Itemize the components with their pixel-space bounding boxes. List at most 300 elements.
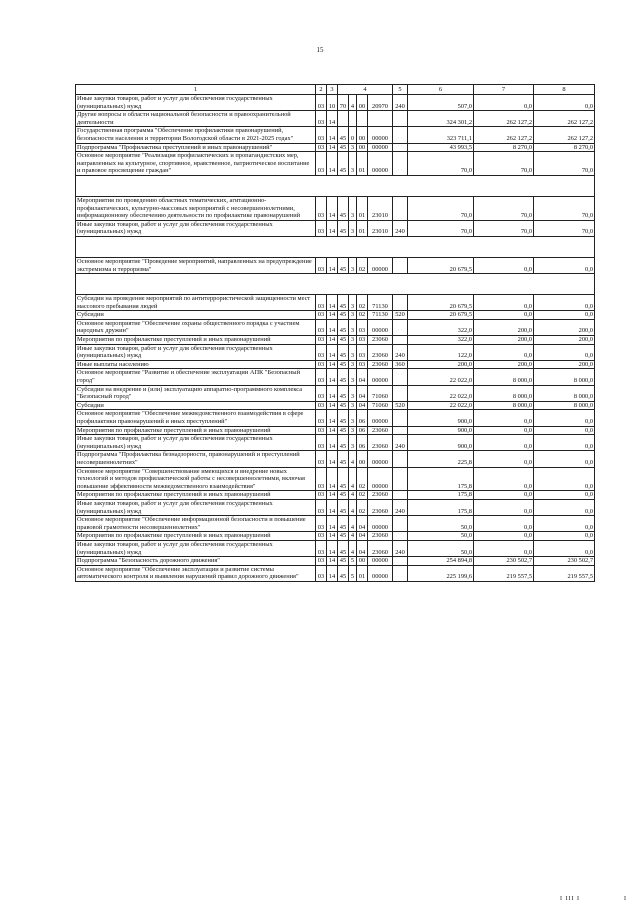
code-direction: 71130 xyxy=(368,311,393,320)
code-section: 03 xyxy=(316,127,327,143)
code-expense-type xyxy=(393,385,408,401)
code-subsection: 14 xyxy=(327,467,338,491)
code-subsection: 14 xyxy=(327,401,338,410)
code-section: 03 xyxy=(316,319,327,335)
table-row xyxy=(76,369,595,385)
table-row xyxy=(76,257,595,273)
value-2023: 322,0 xyxy=(408,336,474,345)
code-event: 03 xyxy=(357,319,368,335)
value-2025: 70,0 xyxy=(534,196,595,220)
value-2025: 0,0 xyxy=(534,540,595,556)
code-program: 45 xyxy=(338,565,349,581)
code-program: 45 xyxy=(338,426,349,435)
header-cell-7: 7 xyxy=(474,85,534,95)
code-event: 04 xyxy=(357,532,368,541)
code-subprogram: 5 xyxy=(349,557,357,566)
code-section: 03 xyxy=(316,344,327,360)
code-subprogram: 4 xyxy=(349,467,357,491)
code-subprogram: 4 xyxy=(349,451,357,467)
code-program: 45 xyxy=(338,467,349,491)
table-row xyxy=(76,401,595,410)
code-program: 45 xyxy=(338,401,349,410)
row-name: Иные закупки товаров, работ и услуг для обеспечения государственных (муниципальных) нужд xyxy=(76,499,316,515)
code-subprogram: 4 xyxy=(349,532,357,541)
code-program: 45 xyxy=(338,311,349,320)
table-row xyxy=(76,220,595,236)
code-subprogram: 3 xyxy=(349,336,357,345)
header-cell-8: 8 xyxy=(534,85,595,95)
value-2024: 0,0 xyxy=(474,95,534,111)
row-name: Основное мероприятие "Проведение мероприятий, направленных на предупреждение экстремизма и терроризма" xyxy=(76,257,316,273)
code-expense-type xyxy=(393,565,408,581)
code-subsection: 14 xyxy=(327,336,338,345)
code-subsection: 14 xyxy=(327,143,338,152)
table-row xyxy=(76,311,595,320)
table-row xyxy=(76,532,595,541)
table-row xyxy=(76,451,595,467)
code-subprogram: 3 xyxy=(349,319,357,335)
table-row xyxy=(76,152,595,176)
code-program: 45 xyxy=(338,257,349,273)
code-subprogram: 0 xyxy=(349,127,357,143)
code-direction: 23060 xyxy=(368,491,393,500)
code-program: 45 xyxy=(338,143,349,152)
row-name: Иные выплаты населению xyxy=(76,360,316,369)
code-subsection: 14 xyxy=(327,435,338,451)
code-program: 45 xyxy=(338,557,349,566)
code-subprogram: 3 xyxy=(349,295,357,311)
code-section: 03 xyxy=(316,426,327,435)
value-2025: 0,0 xyxy=(534,95,595,111)
code-subprogram: 4 xyxy=(349,540,357,556)
code-subsection: 14 xyxy=(327,257,338,273)
code-section: 03 xyxy=(316,540,327,556)
code-program: 45 xyxy=(338,435,349,451)
value-2024: 0,0 xyxy=(474,426,534,435)
row-name: Иные закупки товаров, работ и услуг для обеспечения государственных (муниципальных) нужд xyxy=(76,220,316,236)
code-subprogram: 5 xyxy=(349,565,357,581)
row-name: Основное мероприятие "Обеспечение охраны общественного порядка с участием народных дружин" xyxy=(76,319,316,335)
row-name: Мероприятия по профилактике преступлений и иных правонарушений xyxy=(76,426,316,435)
table-row xyxy=(76,426,595,435)
code-expense-type: 360 xyxy=(393,360,408,369)
value-2023: 22 022,0 xyxy=(408,385,474,401)
value-2023: 50,0 xyxy=(408,532,474,541)
value-2023: 20 679,5 xyxy=(408,257,474,273)
table-body xyxy=(76,95,595,582)
code-subsection: 14 xyxy=(327,311,338,320)
code-direction: 23060 xyxy=(368,360,393,369)
code-subsection: 14 xyxy=(327,220,338,236)
code-event: 00 xyxy=(357,143,368,152)
budget-table xyxy=(75,84,595,582)
code-subprogram: 3 xyxy=(349,196,357,220)
value-2025: 200,0 xyxy=(534,336,595,345)
value-2025: 0,0 xyxy=(534,451,595,467)
code-section: 03 xyxy=(316,385,327,401)
spacer-row xyxy=(76,175,595,196)
value-2025: 70,0 xyxy=(534,152,595,176)
code-direction: 00000 xyxy=(368,410,393,426)
code-event: 06 xyxy=(357,410,368,426)
code-subsection: 14 xyxy=(327,385,338,401)
code-expense-type: 240 xyxy=(393,540,408,556)
code-subsection: 14 xyxy=(327,540,338,556)
value-2024: 0,0 xyxy=(474,516,534,532)
value-2023: 50,0 xyxy=(408,540,474,556)
code-direction: 00000 xyxy=(368,451,393,467)
code-subprogram: 3 xyxy=(349,152,357,176)
row-name: Основное мероприятие "Реализация профилактических и пропагандистских мер, направленных на культурное, спортивное, нравственное, патриотическое воспитание и правовое просвещение граждан" xyxy=(76,152,316,176)
code-subprogram: 3 xyxy=(349,435,357,451)
value-2025: 0,0 xyxy=(534,257,595,273)
code-direction: 00000 xyxy=(368,565,393,581)
value-2025: 0,0 xyxy=(534,426,595,435)
code-section: 03 xyxy=(316,220,327,236)
code-subsection: 14 xyxy=(327,369,338,385)
value-2025: 0,0 xyxy=(534,532,595,541)
value-2025: 200,0 xyxy=(534,319,595,335)
code-direction: 23060 xyxy=(368,532,393,541)
code-section: 03 xyxy=(316,532,327,541)
code-section: 03 xyxy=(316,491,327,500)
value-2024: 8 270,0 xyxy=(474,143,534,152)
value-2025: 0,0 xyxy=(534,295,595,311)
code-direction: 71060 xyxy=(368,401,393,410)
code-event: 06 xyxy=(357,435,368,451)
value-2024: 0,0 xyxy=(474,491,534,500)
table-row xyxy=(76,111,595,127)
code-expense-type xyxy=(393,532,408,541)
value-2023: 900,0 xyxy=(408,435,474,451)
code-section: 03 xyxy=(316,311,327,320)
code-subsection: 14 xyxy=(327,532,338,541)
value-2024: 200,0 xyxy=(474,360,534,369)
value-2023: 22 022,0 xyxy=(408,401,474,410)
code-subprogram: 3 xyxy=(349,401,357,410)
table-row xyxy=(76,385,595,401)
code-direction: 23060 xyxy=(368,336,393,345)
code-direction: 23010 xyxy=(368,220,393,236)
value-2024: 0,0 xyxy=(474,435,534,451)
code-event: 03 xyxy=(357,344,368,360)
value-2025: 8 270,0 xyxy=(534,143,595,152)
code-event: 01 xyxy=(357,196,368,220)
value-2023: 323 711,1 xyxy=(408,127,474,143)
row-name: Подпрограмма "Профилактика безнадзорности, правонарушений и преступлений несовершеннолетних" xyxy=(76,451,316,467)
value-2024: 219 557,5 xyxy=(474,565,534,581)
code-subsection: 14 xyxy=(327,127,338,143)
code-expense-type xyxy=(393,295,408,311)
value-2023: 70,0 xyxy=(408,152,474,176)
code-event: 03 xyxy=(357,336,368,345)
code-expense-type: 240 xyxy=(393,344,408,360)
code-subsection: 14 xyxy=(327,196,338,220)
code-expense-type xyxy=(393,426,408,435)
code-section: 03 xyxy=(316,467,327,491)
code-subsection: 14 xyxy=(327,565,338,581)
code-direction: 00000 xyxy=(368,319,393,335)
code-expense-type: 240 xyxy=(393,435,408,451)
code-subsection: 10 xyxy=(327,95,338,111)
code-direction: 23060 xyxy=(368,435,393,451)
value-2024: 0,0 xyxy=(474,410,534,426)
table-row xyxy=(76,516,595,532)
value-2023: 900,0 xyxy=(408,410,474,426)
value-2023: 22 022,0 xyxy=(408,369,474,385)
code-program: 45 xyxy=(338,360,349,369)
code-event: 01 xyxy=(357,152,368,176)
code-direction: 23060 xyxy=(368,540,393,556)
code-event: 00 xyxy=(357,557,368,566)
row-name: Мероприятия по профилактике преступлений и иных правонарушений xyxy=(76,532,316,541)
table-row xyxy=(76,565,595,581)
row-name: Иные закупки товаров, работ и услуг для обеспечения государственных (муниципальных) нужд xyxy=(76,95,316,111)
row-name: Иные закупки товаров, работ и услуг для обеспечения государственных (муниципальных) нужд xyxy=(76,540,316,556)
code-program: 45 xyxy=(338,499,349,515)
value-2024: 200,0 xyxy=(474,336,534,345)
code-program: 45 xyxy=(338,385,349,401)
code-subprogram: 3 xyxy=(349,220,357,236)
code-direction: 00000 xyxy=(368,467,393,491)
code-section: 03 xyxy=(316,196,327,220)
table-row xyxy=(76,435,595,451)
header-cell-1: 1 xyxy=(76,85,316,95)
value-2025: 70,0 xyxy=(534,220,595,236)
code-program: 45 xyxy=(338,532,349,541)
code-direction: 00000 xyxy=(368,369,393,385)
header-cell-5: 5 xyxy=(393,85,408,95)
code-direction: 00000 xyxy=(368,143,393,152)
value-2025: 0,0 xyxy=(534,311,595,320)
code-subsection: 14 xyxy=(327,499,338,515)
code-section: 03 xyxy=(316,143,327,152)
code-expense-type: 240 xyxy=(393,95,408,111)
table-row xyxy=(76,344,595,360)
code-event: 00 xyxy=(357,451,368,467)
code-subprogram: 3 xyxy=(349,369,357,385)
value-2024: 0,0 xyxy=(474,311,534,320)
code-direction: 23060 xyxy=(368,499,393,515)
code-expense-type xyxy=(393,143,408,152)
spacer-row xyxy=(76,236,595,257)
table-row xyxy=(76,336,595,345)
value-2023: 900,0 xyxy=(408,426,474,435)
value-2023: 225,8 xyxy=(408,451,474,467)
value-2024: 262 127,2 xyxy=(474,111,534,127)
value-2023: 175,8 xyxy=(408,499,474,515)
value-2024: 200,0 xyxy=(474,319,534,335)
table-row xyxy=(76,467,595,491)
value-2025: 200,0 xyxy=(534,360,595,369)
code-section: 03 xyxy=(316,565,327,581)
table-row xyxy=(76,540,595,556)
code-program: 45 xyxy=(338,516,349,532)
value-2025: 8 000,0 xyxy=(534,385,595,401)
value-2023: 254 894,8 xyxy=(408,557,474,566)
code-event: 04 xyxy=(357,385,368,401)
row-name: Мероприятия по проведению областных тематических, агитационно-профилактических, культурно-массовых мероприятий с несовершеннолетними, информационному обеспечению деятельности по профилактике правонарушений xyxy=(76,196,316,220)
value-2024: 70,0 xyxy=(474,196,534,220)
code-subprogram: 3 xyxy=(349,410,357,426)
code-program: 45 xyxy=(338,410,349,426)
value-2024: 262 127,2 xyxy=(474,127,534,143)
code-subprogram: 4 xyxy=(349,499,357,515)
table-row xyxy=(76,410,595,426)
value-2025: 0,0 xyxy=(534,344,595,360)
spacer-cell xyxy=(76,236,595,257)
code-direction: 23060 xyxy=(368,426,393,435)
value-2024: 0,0 xyxy=(474,540,534,556)
code-section: 03 xyxy=(316,152,327,176)
code-program: 45 xyxy=(338,336,349,345)
code-event: 03 xyxy=(357,360,368,369)
value-2024: 8 000,0 xyxy=(474,401,534,410)
code-subsection: 14 xyxy=(327,410,338,426)
code-expense-type xyxy=(393,196,408,220)
code-subprogram: 3 xyxy=(349,360,357,369)
code-subsection: 14 xyxy=(327,319,338,335)
table-row xyxy=(76,95,595,111)
code-program: 45 xyxy=(338,196,349,220)
table-row xyxy=(76,557,595,566)
code-section: 03 xyxy=(316,435,327,451)
value-2025: 8 000,0 xyxy=(534,369,595,385)
code-section: 03 xyxy=(316,336,327,345)
row-name: Субсидии на внедрение и (или) эксплуатацию аппаратно-программного комплекса "Безопасный город" xyxy=(76,385,316,401)
value-2023: 507,0 xyxy=(408,95,474,111)
code-subprogram: 3 xyxy=(349,426,357,435)
code-subsection: 14 xyxy=(327,491,338,500)
code-section: 03 xyxy=(316,295,327,311)
row-name: Мероприятия по профилактике преступлений и иных правонарушений xyxy=(76,336,316,345)
value-2023: 324 301,2 xyxy=(408,111,474,127)
row-name: Основное мероприятие "Развитие и обеспечение эксплуатации АПК "Безопасный город" xyxy=(76,369,316,385)
value-2025: 262 127,2 xyxy=(534,111,595,127)
code-expense-type xyxy=(393,127,408,143)
code-expense-type xyxy=(393,467,408,491)
code-program xyxy=(338,111,349,127)
row-name: Подпрограмма "Профилактика преступлений и иных правонарушений" xyxy=(76,143,316,152)
row-name: Основное мероприятие "Совершенствование имеющихся и внедрение новых технологий и методов профилактической работы с несовершеннолетними, включая повышение эффективности межведомственного взаимодействия" xyxy=(76,467,316,491)
value-2024: 0,0 xyxy=(474,467,534,491)
footer-mark-right: I xyxy=(624,896,626,902)
code-subsection: 14 xyxy=(327,111,338,127)
code-direction: 00000 xyxy=(368,152,393,176)
value-2025: 0,0 xyxy=(534,516,595,532)
code-program: 45 xyxy=(338,319,349,335)
value-2024: 0,0 xyxy=(474,295,534,311)
value-2025: 8 000,0 xyxy=(534,401,595,410)
code-event: 02 xyxy=(357,499,368,515)
code-event: 04 xyxy=(357,369,368,385)
value-2025: 219 557,5 xyxy=(534,565,595,581)
table-row xyxy=(76,491,595,500)
table-header-row xyxy=(76,85,595,95)
value-2023: 175,8 xyxy=(408,467,474,491)
value-2025: 0,0 xyxy=(534,435,595,451)
code-expense-type: 520 xyxy=(393,311,408,320)
page-number: 15 xyxy=(316,46,324,54)
value-2024: 230 502,7 xyxy=(474,557,534,566)
code-subsection: 14 xyxy=(327,426,338,435)
code-subprogram: 3 xyxy=(349,143,357,152)
code-event: 02 xyxy=(357,491,368,500)
code-subsection: 14 xyxy=(327,152,338,176)
code-direction: 00000 xyxy=(368,557,393,566)
code-subsection: 14 xyxy=(327,516,338,532)
value-2024: 70,0 xyxy=(474,220,534,236)
row-name: Подпрограмма "Безопасность дорожного движения" xyxy=(76,557,316,566)
row-name: Иные закупки товаров, работ и услуг для обеспечения государственных (муниципальных) нужд xyxy=(76,344,316,360)
table-row xyxy=(76,499,595,515)
code-expense-type xyxy=(393,516,408,532)
code-expense-type xyxy=(393,557,408,566)
code-subprogram: 3 xyxy=(349,344,357,360)
row-name: Иные закупки товаров, работ и услуг для обеспечения государственных (муниципальных) нужд xyxy=(76,435,316,451)
code-expense-type xyxy=(393,491,408,500)
code-event: 04 xyxy=(357,516,368,532)
code-event: 02 xyxy=(357,311,368,320)
spacer-cell xyxy=(76,175,595,196)
row-name: Основное мероприятие "Обеспечение информационной безопасности и повышение правовой грамотности несовершеннолетних" xyxy=(76,516,316,532)
code-expense-type xyxy=(393,111,408,127)
code-event: 04 xyxy=(357,540,368,556)
row-name: Субсидии xyxy=(76,311,316,320)
value-2025: 0,0 xyxy=(534,467,595,491)
code-expense-type: 240 xyxy=(393,220,408,236)
row-name: Государственная программа "Обеспечение профилактики правонарушений, безопасности населения и территории Вологодской области в 2021-2025 годах" xyxy=(76,127,316,143)
table-row xyxy=(76,295,595,311)
code-direction: 00000 xyxy=(368,257,393,273)
code-section: 03 xyxy=(316,111,327,127)
value-2024: 8 000,0 xyxy=(474,369,534,385)
code-subprogram: 4 xyxy=(349,491,357,500)
value-2024: 0,0 xyxy=(474,451,534,467)
code-subprogram: 4 xyxy=(349,95,357,111)
table-row xyxy=(76,127,595,143)
row-name: Другие вопросы в области национальной безопасности и правоохранительной деятельности xyxy=(76,111,316,127)
value-2025: 0,0 xyxy=(534,410,595,426)
code-expense-type xyxy=(393,319,408,335)
code-direction xyxy=(368,111,393,127)
code-event: 01 xyxy=(357,220,368,236)
code-program: 45 xyxy=(338,295,349,311)
value-2023: 200,0 xyxy=(408,360,474,369)
code-subsection: 14 xyxy=(327,451,338,467)
code-program: 45 xyxy=(338,369,349,385)
code-event: 01 xyxy=(357,565,368,581)
code-section: 03 xyxy=(316,95,327,111)
code-event: 02 xyxy=(357,257,368,273)
value-2023: 20 679,5 xyxy=(408,295,474,311)
table-row xyxy=(76,360,595,369)
code-expense-type xyxy=(393,152,408,176)
code-expense-type xyxy=(393,369,408,385)
code-subsection: 14 xyxy=(327,557,338,566)
value-2024: 70,0 xyxy=(474,152,534,176)
code-event: 00 xyxy=(357,95,368,111)
value-2023: 43 993,5 xyxy=(408,143,474,152)
value-2025: 0,0 xyxy=(534,499,595,515)
code-event: 04 xyxy=(357,401,368,410)
value-2023: 50,0 xyxy=(408,516,474,532)
row-name: Мероприятия по профилактике преступлений и иных правонарушений xyxy=(76,491,316,500)
code-section: 03 xyxy=(316,369,327,385)
value-2024: 8 000,0 xyxy=(474,385,534,401)
code-subsection: 14 xyxy=(327,344,338,360)
code-program: 45 xyxy=(338,127,349,143)
